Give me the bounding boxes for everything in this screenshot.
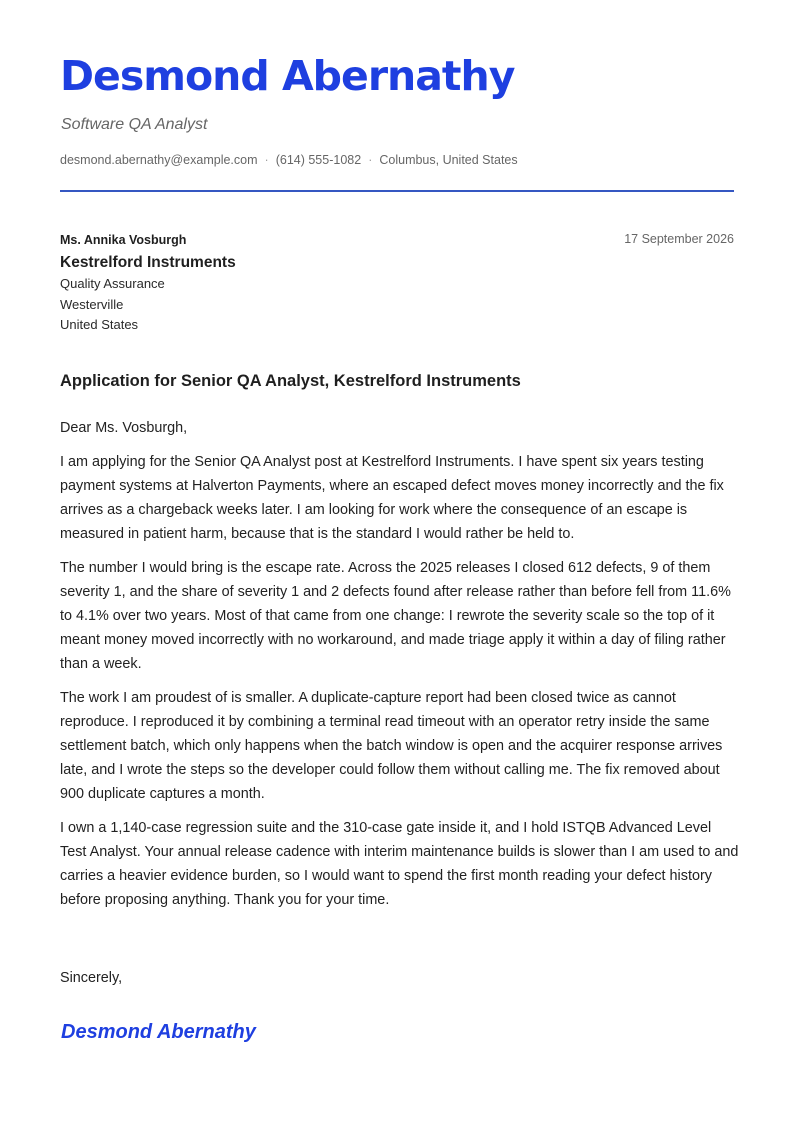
body-paragraph: I own a 1,140-case regression suite and the 310-case gate inside it, and I hold ISTQB Advanced Level Test Analyst. Your annual release cadence with interim maintenance builds is slower than I am used to and carries a heavier evidence burden, so I would want to spend the first month reading your defect history before proposing anything. Thank you for your time. [60, 820, 739, 908]
recipient-name: Ms. Annika Vosburgh [60, 233, 187, 247]
contact-separator: · [264, 153, 269, 167]
letter-body [60, 416, 740, 922]
body-paragraph: The work I am proudest of is smaller. A duplicate-capture report had been closed twice as cannot reproduce. I reproduced it by combining a terminal read timeout with an operator retry inside the same settlement batch, which only happens when the batch window is open and the acquirer response arrives late, and I wrote the steps so the developer could follow them without calling me. The fix removed about 900 duplicate captures a month. [60, 690, 723, 802]
contact-email: desmond.abernathy@example.com [60, 153, 258, 167]
closing: Sincerely, [60, 970, 123, 986]
recipient-country: United States [60, 317, 139, 332]
salutation: Dear Ms. Vosburgh, [60, 420, 188, 436]
signature: Desmond Abernathy [61, 1021, 256, 1043]
body-paragraph: The number I would bring is the escape rate. Across the 2025 releases I closed 612 defects, 9 of them severity 1, and the share of severity 1 and 2 defects found after release rather than before fell from 11.6% to 4.1% over two years. Most of that came from one change: I rewrote the severity scale so the top of it meant money moved incorrectly with no workaround, and made triage apply it within a day of filing rather than a week. [60, 560, 731, 672]
letter-date: 17 September 2026 [624, 232, 734, 246]
applicant-title: Software QA Analyst [61, 116, 208, 133]
applicant-name: Desmond Abernathy [60, 52, 515, 100]
recipient-department: Quality Assurance [60, 276, 165, 291]
header-divider [60, 190, 734, 192]
contact-phone: (614) 555-1082 [275, 153, 362, 167]
body-paragraph: I am applying for the Senior QA Analyst post at Kestrelford Instruments. I have spent six years testing payment systems at Halverton Payments, where an escaped defect moves money incorrectly and the fix arrives as a chargeback weeks later. I am looking for work where the consequence of an escape is measured in patient harm, because that is the standard I would rather be held to. [60, 454, 724, 542]
recipient-block [60, 232, 460, 336]
contact-separator: · [368, 153, 373, 167]
contact-line [60, 153, 518, 167]
recipient-city: Westerville [60, 296, 124, 312]
letter-subject: Application for Senior QA Analyst, Kestrelford Instruments [60, 372, 521, 390]
recipient-company: Kestrelford Instruments [60, 254, 236, 271]
contact-location: Columbus, United States [379, 153, 518, 167]
